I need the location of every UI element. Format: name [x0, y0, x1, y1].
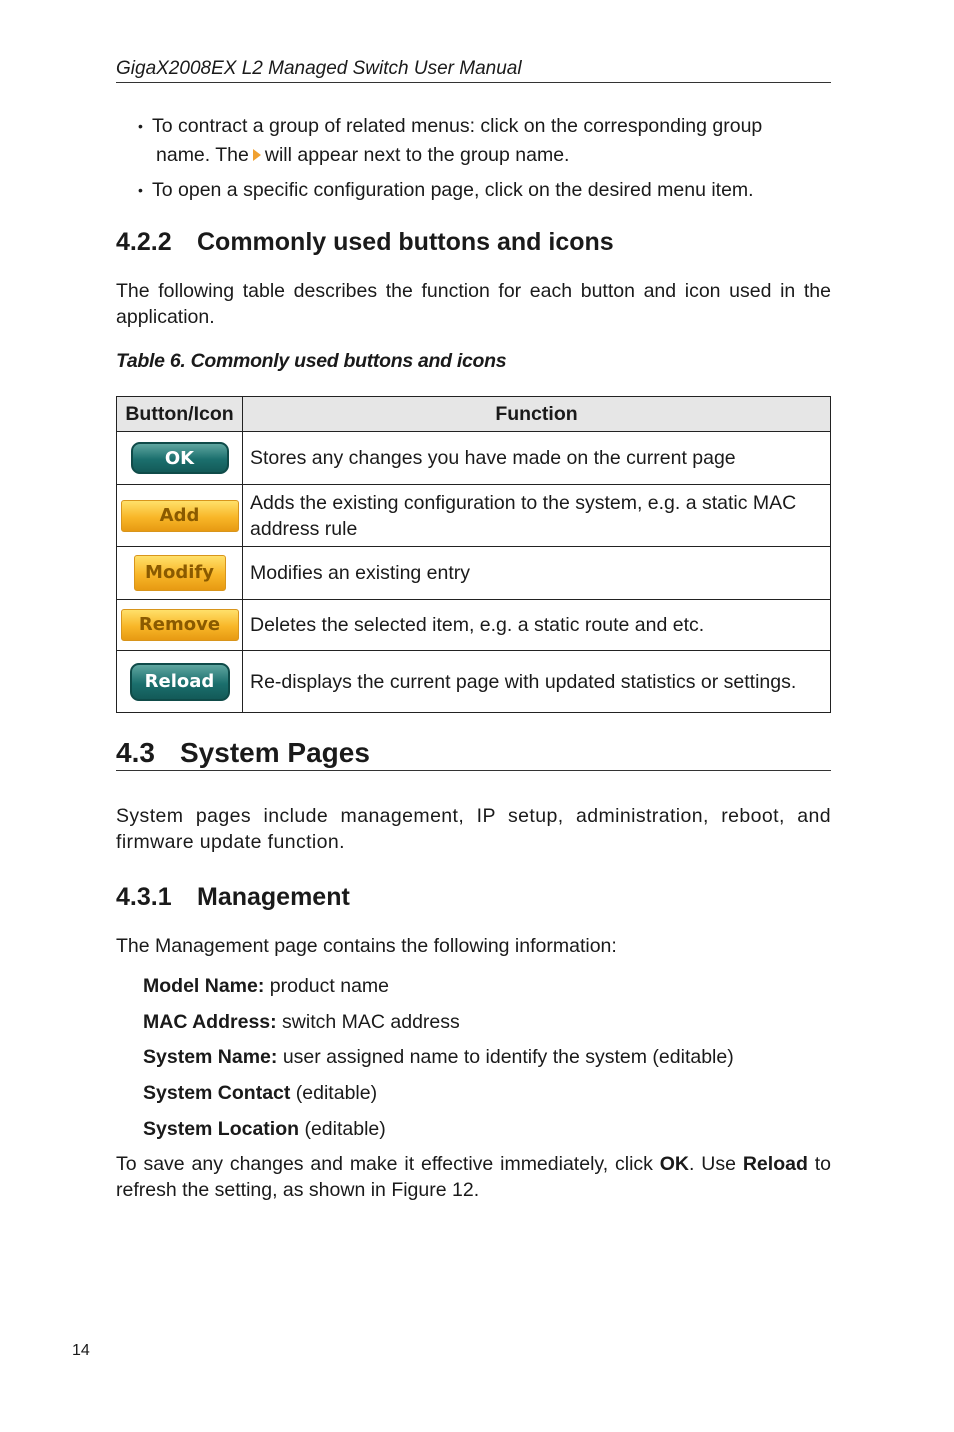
bullet-open-page-text: To open a specific configuration page, click on the desired menu item.	[152, 179, 754, 201]
icon-cell	[117, 651, 243, 713]
closing-ok: OK	[659, 1153, 690, 1175]
closing-text: To save any changes and make it effective immediately, click	[116, 1153, 660, 1175]
function-cell: Stores any changes you have made on the current page	[243, 432, 831, 485]
icon-cell	[117, 547, 243, 600]
icon-cell	[117, 432, 243, 485]
section-title: Management	[197, 883, 350, 911]
ok-button[interactable]: OK	[131, 442, 229, 474]
function-cell: Modifies an existing entry	[243, 547, 831, 600]
add-button[interactable]: Add	[121, 500, 239, 532]
section-4-3-heading	[116, 736, 831, 771]
bullet-contract-text-a: name. The	[156, 144, 249, 166]
table-row	[117, 432, 831, 485]
table-row	[117, 651, 831, 713]
function-cell: Deletes the selected item, e.g. a static route and etc.	[243, 600, 831, 651]
definition-desc: user assigned name to identify the system (editable)	[277, 1046, 734, 1068]
definition-item	[143, 1116, 386, 1142]
definition-term: MAC Address:	[143, 1011, 277, 1033]
running-header: GigaX2008EX L2 Managed Switch User Manual	[116, 57, 831, 83]
page-number: 14	[72, 1342, 90, 1359]
bullet-dot: •	[138, 118, 143, 134]
bullet-contract-line1: To contract a group of related menus: click on the corresponding group	[152, 115, 763, 137]
definition-desc: (editable)	[290, 1082, 378, 1104]
table-header-row	[117, 397, 831, 432]
bullet-contract	[138, 112, 831, 170]
section-4-2-2-heading	[116, 228, 614, 257]
definition-item	[143, 973, 389, 999]
section-4-3-1-heading	[116, 883, 350, 912]
function-cell: Adds the existing configuration to the system, e.g. a static MAC address rule	[243, 485, 831, 547]
closing-text: to refresh the setting, as shown in Figure 12.	[116, 1153, 831, 1201]
function-cell: Re-displays the current page with updated statistics or settings.	[243, 651, 831, 713]
table-row	[117, 547, 831, 600]
definition-term: System Contact	[143, 1082, 291, 1104]
section-number: 4.2.2	[116, 228, 172, 256]
reload-button[interactable]: Reload	[130, 663, 230, 701]
closing-text: . Use	[689, 1153, 743, 1175]
bullet-dot: •	[138, 182, 143, 198]
definition-item	[143, 1080, 377, 1106]
section-number: 4.3.1	[116, 883, 172, 911]
bullet-open-page	[138, 176, 831, 205]
icon-cell	[117, 600, 243, 651]
definition-term: Model Name:	[143, 975, 265, 997]
section-4-3-intro: System pages include management, IP setup, administration, reboot, and firmware update function.	[116, 805, 831, 853]
section-4-2-2-intro: The following table describes the function for each button and icon used in the application.	[116, 280, 831, 328]
bullet-contract-line2	[156, 141, 831, 170]
section-number: 4.3	[116, 737, 155, 768]
expand-arrow-icon	[253, 149, 261, 161]
header-button-icon: Button/Icon	[117, 397, 243, 432]
icon-cell	[117, 485, 243, 547]
bullet-contract-text-b: will appear next to the group name.	[264, 144, 570, 166]
definition-term: System Name:	[143, 1046, 278, 1068]
closing-reload: Reload	[742, 1153, 808, 1175]
header-function: Function	[243, 397, 831, 432]
table-row	[117, 600, 831, 651]
modify-button[interactable]: Modify	[134, 555, 226, 591]
section-title: System Pages	[180, 737, 370, 768]
management-intro: The Management page contains the following information:	[116, 935, 617, 957]
definition-item	[143, 1009, 460, 1035]
definition-desc: product name	[264, 975, 390, 997]
table-caption: Table 6. Commonly used buttons and icons	[116, 350, 507, 372]
buttons-table	[116, 396, 831, 713]
management-closing	[116, 1151, 831, 1203]
table-row	[117, 485, 831, 547]
definition-item	[143, 1044, 734, 1070]
definition-term: System Location	[143, 1118, 300, 1140]
section-title: Commonly used buttons and icons	[197, 228, 614, 256]
definition-desc: (editable)	[299, 1118, 386, 1140]
definition-desc: switch MAC address	[276, 1011, 460, 1033]
remove-button[interactable]: Remove	[121, 609, 239, 641]
